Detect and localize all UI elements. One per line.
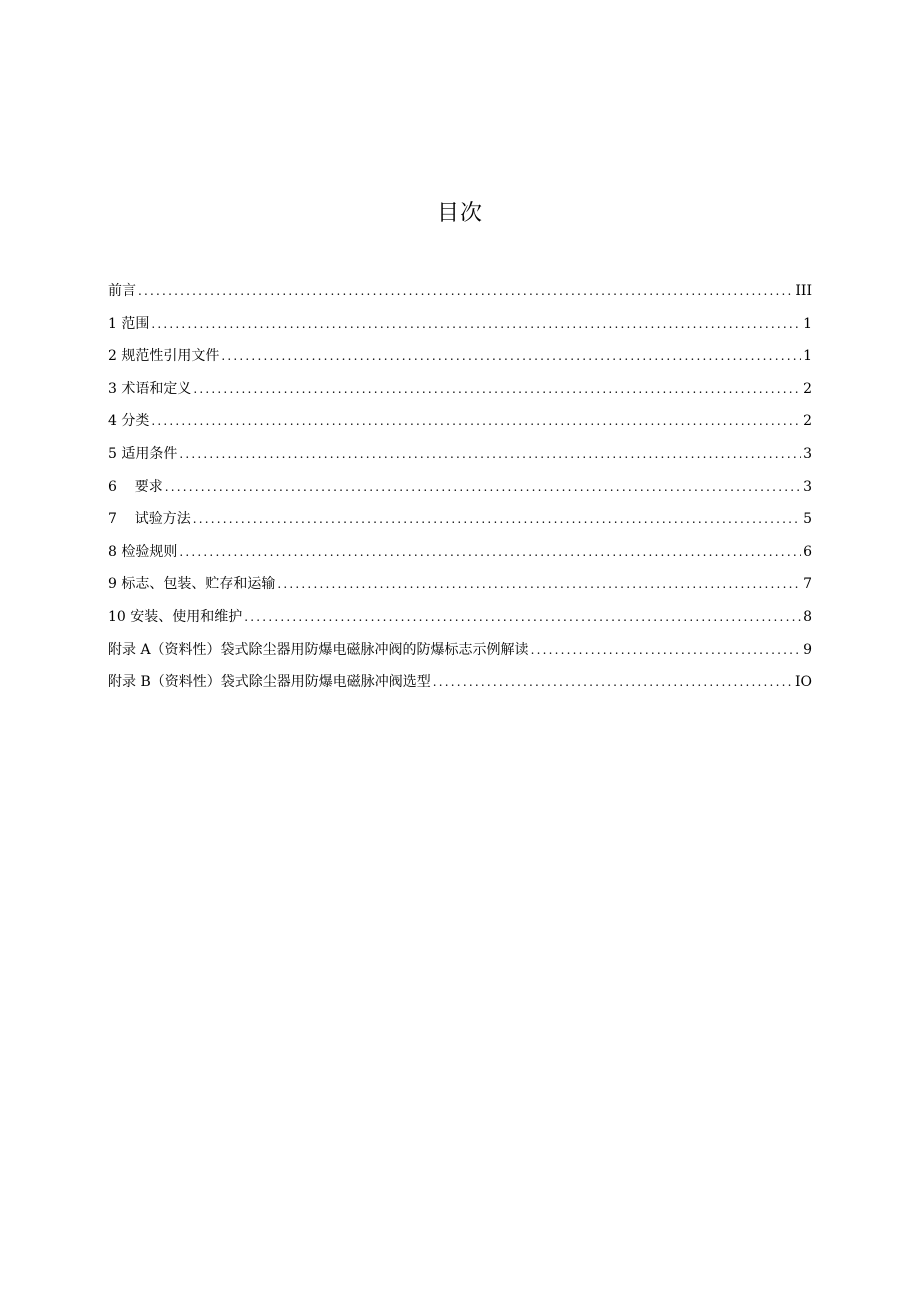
toc-entry-page: 6 <box>803 543 812 560</box>
toc-dot-leader <box>151 414 801 428</box>
toc-entry-page: 5 <box>803 511 812 528</box>
toc-entry-requirements[interactable] <box>108 476 812 509</box>
toc-entry-page: 7 <box>803 576 812 593</box>
toc-entry-terms-definitions[interactable] <box>108 378 812 411</box>
page-title: 目次 <box>436 201 483 226</box>
toc-entry-label: 7 试验方法 <box>108 511 191 528</box>
toc-dot-leader <box>165 480 801 494</box>
toc-entry-page: III <box>795 283 812 299</box>
toc-entry-applicable-conditions[interactable] <box>108 443 812 476</box>
toc-dot-leader <box>221 349 801 363</box>
toc-entry-normative-references[interactable] <box>108 345 812 378</box>
toc-dot-leader <box>151 317 801 331</box>
toc-entry-label: 10 安装、使用和维护 <box>108 608 243 625</box>
toc-entry-page: IO <box>794 674 812 691</box>
toc-entry-scope[interactable] <box>108 313 812 346</box>
toc-dot-leader <box>277 577 801 591</box>
toc-entry-label: 3 术语和定义 <box>108 380 192 397</box>
toc-entry-label: 6 要求 <box>108 478 163 495</box>
toc-entry-appendix-b[interactable] <box>108 671 812 704</box>
toc-entry-label: 附录 A（资料性）袋式除尘器用防爆电磁脉冲阀的防爆标志示例解读 <box>108 641 529 658</box>
toc-entry-appendix-a[interactable] <box>108 639 812 672</box>
toc-entry-foreword[interactable] <box>108 280 812 313</box>
toc-entry-page: 3 <box>803 478 812 495</box>
toc-entry-page: 9 <box>803 641 812 658</box>
toc-entry-inspection-rules[interactable] <box>108 541 812 574</box>
toc-dot-leader <box>433 675 793 689</box>
toc-entry-label: 9 标志、包装、贮存和运输 <box>108 576 276 593</box>
toc-entry-test-methods[interactable] <box>108 508 812 541</box>
toc-dot-leader <box>138 284 793 298</box>
toc-entry-label: 1 范围 <box>108 315 150 332</box>
toc-entry-label: 4 分类 <box>108 413 150 430</box>
toc-entry-page: 1 <box>803 348 812 365</box>
toc-entry-label: 前言 <box>108 283 136 299</box>
toc-entry-page: 2 <box>803 380 812 397</box>
toc-entry-page: 2 <box>803 413 812 430</box>
toc-entry-label: 附录 B（资料性）袋式除尘器用防爆电磁脉冲阀选型 <box>108 674 431 691</box>
toc-entry-classification[interactable] <box>108 410 812 443</box>
toc-entry-page: 1 <box>803 315 812 332</box>
toc-dot-leader <box>193 512 801 526</box>
toc-entry-page: 8 <box>803 608 812 625</box>
toc-entry-label: 5 适用条件 <box>108 445 178 462</box>
toc-dot-leader <box>179 545 801 559</box>
toc-entry-label: 8 检验规则 <box>108 543 178 560</box>
toc-entry-installation-maintenance[interactable] <box>108 606 812 639</box>
table-of-contents <box>108 280 812 704</box>
toc-dot-leader <box>531 643 802 657</box>
toc-dot-leader <box>193 382 801 396</box>
toc-dot-leader <box>179 447 801 461</box>
toc-entry-marking-packaging[interactable] <box>108 573 812 606</box>
toc-dot-leader <box>244 610 801 624</box>
toc-entry-label: 2 规范性引用文件 <box>108 348 220 365</box>
toc-entry-page: 3 <box>803 445 812 462</box>
